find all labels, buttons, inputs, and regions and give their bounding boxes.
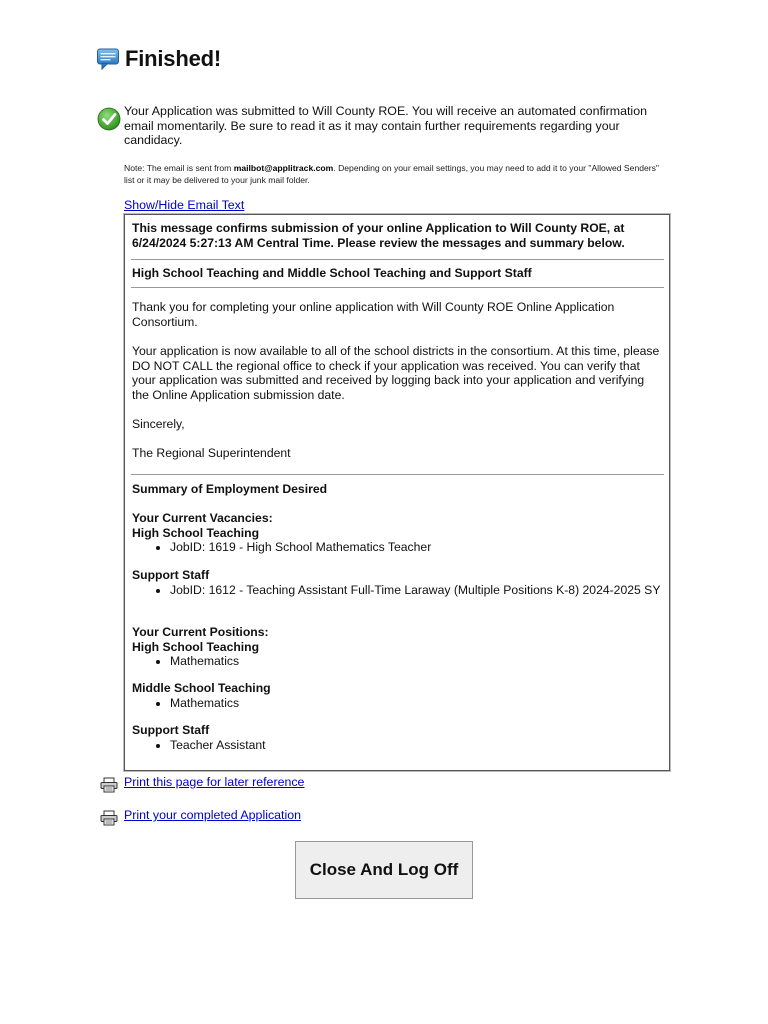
vacancy-category: High School Teaching	[132, 525, 260, 540]
email-signature: The Regional Superintendent	[132, 446, 291, 460]
vacancy-list	[132, 540, 662, 555]
position-list	[132, 738, 662, 753]
print-page-link[interactable]: Print this page for later reference	[124, 775, 305, 789]
email-note	[124, 162, 669, 186]
page-heading	[96, 46, 221, 72]
vacancies-title: Your Current Vacancies:	[132, 511, 273, 525]
list-item: • JobID: 1612 - Teaching Assistant Full-Time Laraway (Multiple Positions K-8) 2024-2025 SY	[170, 583, 662, 598]
vacancies-section	[132, 511, 662, 555]
email-intro: This message confirms submission of your online Application to Will County ROE, at 6/24/2024 5:27:13 AM Central Time. Please review the messages and summary below.	[132, 221, 625, 250]
vacancy-category: Support Staff	[132, 568, 210, 582]
confirmation-text: Your Application was submitted to Will County ROE. You will receive an automated confirmation email momentarily. Be sure to read it as it may contain further requirements regarding your candidacy.	[124, 104, 647, 147]
positions-support-section	[132, 723, 662, 752]
positions-middle-section	[132, 681, 662, 710]
note-email: mailbot@applitrack.com	[233, 163, 334, 173]
vacancy-list	[132, 583, 662, 598]
list-item: • Teacher Assistant	[170, 738, 662, 753]
list-item: • JobID: 1619 - High School Mathematics Teacher	[170, 540, 662, 555]
divider	[131, 259, 664, 260]
vacancies-support-section	[132, 568, 662, 597]
position-list	[132, 654, 662, 669]
position-list	[132, 696, 662, 711]
close-and-log-off-button[interactable]: Close And Log Off	[295, 841, 473, 899]
positions-title: Your Current Positions:	[132, 625, 269, 639]
positions-section	[132, 625, 662, 669]
list-item: • Mathematics	[170, 696, 662, 711]
summary-title: Summary of Employment Desired	[132, 482, 328, 496]
chat-bubble-icon	[96, 47, 120, 71]
show-hide-email-link[interactable]: Show/Hide Email Text	[124, 198, 245, 212]
email-paragraph-1: Thank you for completing your online application with Will County ROE Online Application Consortium.	[132, 300, 615, 329]
list-item: • Mathematics	[170, 654, 662, 669]
email-text-box	[124, 214, 670, 771]
divider	[131, 474, 664, 475]
printer-icon	[100, 777, 118, 793]
divider	[131, 287, 664, 288]
note-suffix: . Depending on your email settings, you may need to add it to your "Allowed Senders" list or it may be delivered to your junk mail folder.	[124, 163, 659, 185]
position-category: Support Staff	[132, 723, 210, 737]
print-page-row	[100, 775, 304, 793]
email-sincerely: Sincerely,	[132, 417, 185, 431]
email-paragraph-2: Your application is now available to all of the school districts in the consortium. At this time, please DO NOT CALL the regional office to check if your application was received. You can verify that your application was submitted and received by logging back into your application and verifying the Online Application submission date.	[132, 344, 660, 402]
position-category: Middle School Teaching	[132, 681, 271, 695]
print-application-row	[100, 808, 301, 826]
page-title: Finished!	[125, 46, 221, 71]
checkmark-icon	[97, 107, 121, 131]
position-category: High School Teaching	[132, 639, 260, 654]
print-application-link[interactable]: Print your completed Application	[124, 808, 302, 822]
note-prefix: Note: The email is sent from	[124, 163, 234, 173]
printer-icon	[100, 810, 118, 826]
email-section-title: High School Teaching and Middle School Teaching and Support Staff	[132, 266, 532, 280]
